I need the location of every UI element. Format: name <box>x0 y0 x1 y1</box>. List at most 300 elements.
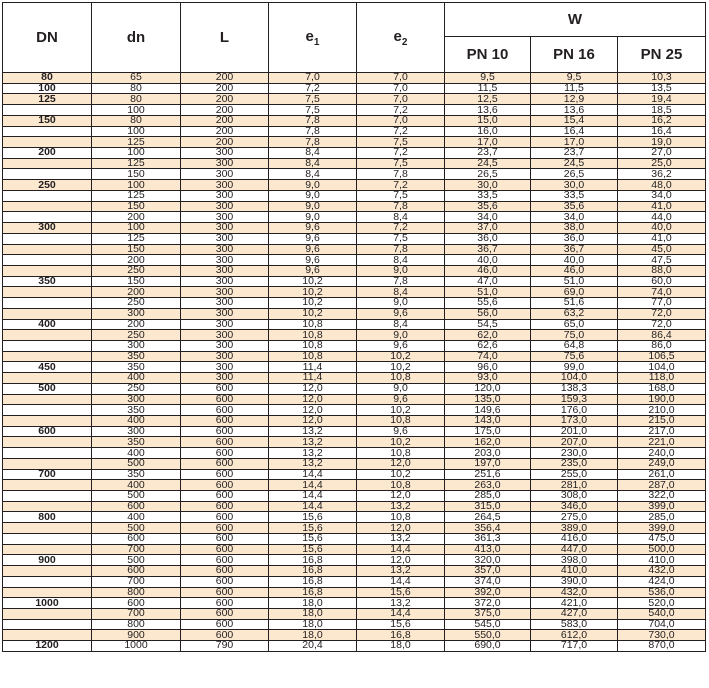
cell-w-pn10: 285,0 <box>445 491 531 502</box>
cell-e2: 15,6 <box>357 587 445 598</box>
cell-dn-branch: 80 <box>92 83 181 94</box>
cell-w-pn16: 159,3 <box>531 394 618 405</box>
table-row <box>3 276 706 287</box>
table-row <box>3 265 706 276</box>
cell-e1: 7,0 <box>269 73 357 84</box>
cell-dn <box>3 394 92 405</box>
cell-w-pn16: 235,0 <box>531 458 618 469</box>
cell-length: 300 <box>181 190 269 201</box>
cell-e1: 15,6 <box>269 533 357 544</box>
cell-e1: 8,4 <box>269 158 357 169</box>
cell-w-pn16: 255,0 <box>531 469 618 480</box>
table-row <box>3 190 706 201</box>
cell-length: 300 <box>181 330 269 341</box>
table-row <box>3 94 706 105</box>
cell-w-pn25: 41,0 <box>618 233 706 244</box>
table-row <box>3 169 706 180</box>
cell-e1: 13,2 <box>269 448 357 459</box>
cell-e1: 10,8 <box>269 351 357 362</box>
table-row <box>3 630 706 641</box>
cell-w-pn16: 346,0 <box>531 501 618 512</box>
cell-w-pn16: 230,0 <box>531 448 618 459</box>
cell-e2: 10,8 <box>357 448 445 459</box>
cell-dn-branch: 100 <box>92 148 181 159</box>
cell-length: 300 <box>181 201 269 212</box>
header-pn25: PN 25 <box>618 37 706 73</box>
cell-w-pn10: 372,0 <box>445 598 531 609</box>
cell-e2: 8,4 <box>357 287 445 298</box>
cell-e2: 7,0 <box>357 73 445 84</box>
cell-w-pn16: 9,5 <box>531 73 618 84</box>
cell-dn <box>3 566 92 577</box>
cell-w-pn25: 13,5 <box>618 83 706 94</box>
cell-w-pn10: 74,0 <box>445 351 531 362</box>
cell-dn <box>3 523 92 534</box>
cell-length: 300 <box>181 265 269 276</box>
cell-e1: 15,6 <box>269 544 357 555</box>
cell-dn-branch: 900 <box>92 630 181 641</box>
cell-w-pn10: 9,5 <box>445 73 531 84</box>
cell-w-pn16: 15,4 <box>531 115 618 126</box>
cell-length: 600 <box>181 598 269 609</box>
cell-e2: 7,2 <box>357 223 445 234</box>
cell-e2: 12,0 <box>357 523 445 534</box>
cell-w-pn10: 46,0 <box>445 265 531 276</box>
cell-dn-branch: 400 <box>92 416 181 427</box>
table-row <box>3 491 706 502</box>
cell-w-pn10: 93,0 <box>445 373 531 384</box>
cell-dn-branch: 500 <box>92 555 181 566</box>
cell-e1: 14,4 <box>269 469 357 480</box>
cell-dn <box>3 244 92 255</box>
cell-e1: 11,4 <box>269 362 357 373</box>
cell-w-pn25: 36,2 <box>618 169 706 180</box>
cell-e2: 10,2 <box>357 351 445 362</box>
cell-w-pn16: 35,6 <box>531 201 618 212</box>
cell-length: 600 <box>181 394 269 405</box>
cell-dn-branch: 250 <box>92 383 181 394</box>
cell-e2: 7,5 <box>357 190 445 201</box>
cell-w-pn16: 176,0 <box>531 405 618 416</box>
cell-dn <box>3 501 92 512</box>
cell-e1: 15,6 <box>269 523 357 534</box>
cell-e1: 16,8 <box>269 555 357 566</box>
cell-w-pn25: 106,5 <box>618 351 706 362</box>
cell-dn <box>3 126 92 137</box>
cell-w-pn16: 281,0 <box>531 480 618 491</box>
cell-e2: 7,2 <box>357 105 445 116</box>
cell-w-pn10: 203,0 <box>445 448 531 459</box>
cell-length: 200 <box>181 105 269 116</box>
cell-dn: 600 <box>3 426 92 437</box>
cell-length: 300 <box>181 362 269 373</box>
cell-w-pn10: 361,3 <box>445 533 531 544</box>
cell-w-pn25: 47,5 <box>618 255 706 266</box>
cell-w-pn10: 143,0 <box>445 416 531 427</box>
cell-length: 600 <box>181 587 269 598</box>
cell-length: 200 <box>181 83 269 94</box>
header-pn10: PN 10 <box>445 37 531 73</box>
table-row <box>3 576 706 587</box>
table-row <box>3 244 706 255</box>
cell-w-pn25: 500,0 <box>618 544 706 555</box>
cell-w-pn10: 24,5 <box>445 158 531 169</box>
cell-e1: 18,0 <box>269 630 357 641</box>
cell-w-pn25: 704,0 <box>618 619 706 630</box>
table-row <box>3 73 706 84</box>
cell-length: 200 <box>181 115 269 126</box>
cell-w-pn25: 86,4 <box>618 330 706 341</box>
cell-e2: 7,5 <box>357 233 445 244</box>
cell-e1: 20,4 <box>269 641 357 652</box>
cell-w-pn10: 320,0 <box>445 555 531 566</box>
cell-length: 300 <box>181 373 269 384</box>
cell-e1: 14,4 <box>269 491 357 502</box>
table-row <box>3 83 706 94</box>
cell-w-pn10: 162,0 <box>445 437 531 448</box>
table-row <box>3 619 706 630</box>
cell-dn-branch: 300 <box>92 426 181 437</box>
cell-dn <box>3 158 92 169</box>
cell-w-pn25: 88,0 <box>618 265 706 276</box>
cell-w-pn25: 10,3 <box>618 73 706 84</box>
cell-dn-branch: 200 <box>92 287 181 298</box>
table-row <box>3 351 706 362</box>
cell-dn-branch: 500 <box>92 491 181 502</box>
cell-w-pn10: 36,0 <box>445 233 531 244</box>
cell-w-pn25: 217,0 <box>618 426 706 437</box>
cell-e1: 7,8 <box>269 126 357 137</box>
cell-dn <box>3 480 92 491</box>
cell-w-pn25: 287,0 <box>618 480 706 491</box>
cell-e1: 10,8 <box>269 330 357 341</box>
cell-e1: 10,8 <box>269 319 357 330</box>
cell-length: 600 <box>181 630 269 641</box>
cell-length: 300 <box>181 255 269 266</box>
cell-e2: 7,2 <box>357 148 445 159</box>
cell-dn-branch: 350 <box>92 362 181 373</box>
table-row <box>3 608 706 619</box>
cell-w-pn16: 75,0 <box>531 330 618 341</box>
cell-dn-branch: 250 <box>92 330 181 341</box>
cell-w-pn10: 35,6 <box>445 201 531 212</box>
table-row <box>3 501 706 512</box>
cell-w-pn10: 356,4 <box>445 523 531 534</box>
cell-length: 600 <box>181 523 269 534</box>
cell-e1: 9,0 <box>269 180 357 191</box>
cell-e2: 10,2 <box>357 469 445 480</box>
cell-e2: 7,8 <box>357 169 445 180</box>
cell-w-pn10: 23,7 <box>445 148 531 159</box>
table-row <box>3 287 706 298</box>
cell-e2: 9,6 <box>357 308 445 319</box>
cell-w-pn10: 40,0 <box>445 255 531 266</box>
cell-w-pn16: 12,9 <box>531 94 618 105</box>
cell-dn-branch: 400 <box>92 448 181 459</box>
table-row <box>3 555 706 566</box>
table-row <box>3 180 706 191</box>
cell-dn-branch: 700 <box>92 544 181 555</box>
cell-dn <box>3 340 92 351</box>
cell-w-pn10: 96,0 <box>445 362 531 373</box>
cell-e1: 13,2 <box>269 426 357 437</box>
cell-e1: 13,2 <box>269 458 357 469</box>
cell-w-pn25: 41,0 <box>618 201 706 212</box>
cell-length: 300 <box>181 223 269 234</box>
cell-dn: 100 <box>3 83 92 94</box>
cell-e1: 8,4 <box>269 148 357 159</box>
table-row <box>3 105 706 116</box>
cell-e2: 10,8 <box>357 480 445 491</box>
cell-e2: 7,5 <box>357 137 445 148</box>
cell-length: 600 <box>181 383 269 394</box>
cell-dn-branch: 100 <box>92 126 181 137</box>
table-row <box>3 201 706 212</box>
cell-dn-branch: 125 <box>92 190 181 201</box>
cell-dn-branch: 150 <box>92 276 181 287</box>
cell-w-pn25: 16,4 <box>618 126 706 137</box>
cell-e2: 13,2 <box>357 598 445 609</box>
cell-length: 300 <box>181 340 269 351</box>
cell-w-pn25: 240,0 <box>618 448 706 459</box>
table-row <box>3 566 706 577</box>
cell-e1: 7,5 <box>269 94 357 105</box>
table-row <box>3 512 706 523</box>
cell-length: 600 <box>181 426 269 437</box>
cell-e1: 14,4 <box>269 480 357 491</box>
cell-w-pn16: 390,0 <box>531 576 618 587</box>
cell-e1: 18,0 <box>269 598 357 609</box>
cell-e1: 10,2 <box>269 287 357 298</box>
cell-w-pn10: 545,0 <box>445 619 531 630</box>
table-row <box>3 362 706 373</box>
cell-w-pn16: 104,0 <box>531 373 618 384</box>
cell-w-pn25: 536,0 <box>618 587 706 598</box>
cell-dn <box>3 448 92 459</box>
cell-dn-branch: 300 <box>92 308 181 319</box>
cell-dn <box>3 308 92 319</box>
table-row <box>3 340 706 351</box>
cell-dn-branch: 125 <box>92 137 181 148</box>
table-row <box>3 330 706 341</box>
cell-w-pn16: 51,6 <box>531 298 618 309</box>
cell-dn-branch: 125 <box>92 233 181 244</box>
cell-w-pn25: 118,0 <box>618 373 706 384</box>
cell-w-pn10: 690,0 <box>445 641 531 652</box>
table-row <box>3 137 706 148</box>
header-e2: $e_2$ <box>357 3 445 73</box>
cell-length: 600 <box>181 544 269 555</box>
table-row <box>3 587 706 598</box>
table-header <box>3 3 706 73</box>
cell-w-pn25: 16,2 <box>618 115 706 126</box>
cell-length: 600 <box>181 619 269 630</box>
cell-w-pn10: 392,0 <box>445 587 531 598</box>
cell-dn-branch: 600 <box>92 533 181 544</box>
cell-w-pn10: 30,0 <box>445 180 531 191</box>
cell-dn: 900 <box>3 555 92 566</box>
cell-length: 300 <box>181 169 269 180</box>
cell-dn-branch: 150 <box>92 169 181 180</box>
cell-length: 200 <box>181 137 269 148</box>
cell-e2: 10,8 <box>357 373 445 384</box>
cell-length: 300 <box>181 180 269 191</box>
cell-dn-branch: 350 <box>92 469 181 480</box>
cell-e2: 8,4 <box>357 255 445 266</box>
cell-w-pn10: 149,6 <box>445 405 531 416</box>
table-row <box>3 319 706 330</box>
cell-dn <box>3 405 92 416</box>
cell-length: 600 <box>181 533 269 544</box>
cell-w-pn16: 46,0 <box>531 265 618 276</box>
cell-w-pn16: 75,6 <box>531 351 618 362</box>
cell-e2: 14,4 <box>357 544 445 555</box>
cell-w-pn25: 74,0 <box>618 287 706 298</box>
cell-e1: 12,0 <box>269 383 357 394</box>
cell-w-pn10: 13,6 <box>445 105 531 116</box>
cell-e1: 12,0 <box>269 394 357 405</box>
header-dn-branch: dn <box>92 3 181 73</box>
cell-e2: 7,0 <box>357 83 445 94</box>
cell-dn-branch: 150 <box>92 201 181 212</box>
cell-w-pn16: 17,0 <box>531 137 618 148</box>
cell-e1: 10,8 <box>269 340 357 351</box>
cell-w-pn16: 33,5 <box>531 190 618 201</box>
cell-w-pn16: 24,5 <box>531 158 618 169</box>
cell-dn <box>3 458 92 469</box>
cell-dn: 1000 <box>3 598 92 609</box>
cell-e1: 16,8 <box>269 587 357 598</box>
cell-w-pn16: 51,0 <box>531 276 618 287</box>
cell-dn <box>3 373 92 384</box>
cell-dn-branch: 400 <box>92 512 181 523</box>
cell-w-pn16: 447,0 <box>531 544 618 555</box>
cell-length: 200 <box>181 94 269 105</box>
cell-dn-branch: 100 <box>92 180 181 191</box>
cell-w-pn16: 36,7 <box>531 244 618 255</box>
cell-e1: 7,5 <box>269 105 357 116</box>
cell-dn <box>3 576 92 587</box>
table-row <box>3 212 706 223</box>
cell-e2: 7,2 <box>357 180 445 191</box>
cell-dn <box>3 330 92 341</box>
cell-w-pn25: 25,0 <box>618 158 706 169</box>
cell-e2: 12,0 <box>357 491 445 502</box>
cell-dn: 150 <box>3 115 92 126</box>
table-row <box>3 480 706 491</box>
cell-length: 300 <box>181 158 269 169</box>
cell-w-pn16: 64,8 <box>531 340 618 351</box>
cell-dn <box>3 619 92 630</box>
cell-dn <box>3 212 92 223</box>
cell-w-pn25: 18,5 <box>618 105 706 116</box>
cell-dn-branch: 200 <box>92 255 181 266</box>
cell-length: 200 <box>181 126 269 137</box>
cell-w-pn10: 62,0 <box>445 330 531 341</box>
cell-dn-branch: 250 <box>92 265 181 276</box>
cell-dn <box>3 265 92 276</box>
table-row <box>3 115 706 126</box>
cell-e2: 10,2 <box>357 405 445 416</box>
table-row <box>3 523 706 534</box>
cell-w-pn25: 730,0 <box>618 630 706 641</box>
cell-e2: 7,0 <box>357 115 445 126</box>
cell-w-pn16: 36,0 <box>531 233 618 244</box>
cell-w-pn10: 11,5 <box>445 83 531 94</box>
cell-w-pn10: 16,0 <box>445 126 531 137</box>
cell-w-pn25: 168,0 <box>618 383 706 394</box>
table-body <box>3 73 706 652</box>
cell-dn <box>3 298 92 309</box>
cell-w-pn10: 17,0 <box>445 137 531 148</box>
cell-dn: 250 <box>3 180 92 191</box>
cell-length: 600 <box>181 448 269 459</box>
cell-w-pn10: 175,0 <box>445 426 531 437</box>
cell-w-pn10: 26,5 <box>445 169 531 180</box>
cell-w-pn10: 15,0 <box>445 115 531 126</box>
table-row <box>3 373 706 384</box>
cell-w-pn10: 120,0 <box>445 383 531 394</box>
cell-w-pn25: 475,0 <box>618 533 706 544</box>
cell-dn-branch: 600 <box>92 566 181 577</box>
cell-w-pn25: 322,0 <box>618 491 706 502</box>
header-length: L <box>181 3 269 73</box>
cell-w-pn16: 583,0 <box>531 619 618 630</box>
cell-dn-branch: 500 <box>92 458 181 469</box>
cell-e1: 9,0 <box>269 190 357 201</box>
cell-dn-branch: 350 <box>92 437 181 448</box>
cell-w-pn25: 72,0 <box>618 308 706 319</box>
cell-dn-branch: 80 <box>92 115 181 126</box>
cell-e1: 16,8 <box>269 576 357 587</box>
cell-w-pn10: 315,0 <box>445 501 531 512</box>
cell-dn: 125 <box>3 94 92 105</box>
cell-w-pn10: 56,0 <box>445 308 531 319</box>
cell-e1: 9,0 <box>269 212 357 223</box>
cell-e1: 18,0 <box>269 608 357 619</box>
cell-w-pn25: 520,0 <box>618 598 706 609</box>
table-row <box>3 544 706 555</box>
cell-dn-branch: 300 <box>92 340 181 351</box>
cell-dn-branch: 350 <box>92 405 181 416</box>
cell-length: 300 <box>181 319 269 330</box>
cell-w-pn16: 11,5 <box>531 83 618 94</box>
table-row <box>3 158 706 169</box>
cell-length: 790 <box>181 641 269 652</box>
table-row <box>3 405 706 416</box>
cell-w-pn16: 432,0 <box>531 587 618 598</box>
cell-e2: 16,8 <box>357 630 445 641</box>
cell-length: 600 <box>181 416 269 427</box>
cell-dn: 350 <box>3 276 92 287</box>
cell-w-pn10: 251,6 <box>445 469 531 480</box>
cell-w-pn16: 99,0 <box>531 362 618 373</box>
cell-dn <box>3 169 92 180</box>
cell-length: 300 <box>181 276 269 287</box>
dimension-table-sheet <box>2 2 706 652</box>
cell-w-pn10: 62,6 <box>445 340 531 351</box>
table-row <box>3 437 706 448</box>
cell-w-pn10: 33,5 <box>445 190 531 201</box>
cell-length: 600 <box>181 405 269 416</box>
cell-dn <box>3 437 92 448</box>
cell-dn-branch: 400 <box>92 480 181 491</box>
table-row <box>3 223 706 234</box>
cell-w-pn10: 263,0 <box>445 480 531 491</box>
cell-w-pn16: 138,3 <box>531 383 618 394</box>
cell-e2: 14,4 <box>357 608 445 619</box>
cell-dn-branch: 500 <box>92 523 181 534</box>
